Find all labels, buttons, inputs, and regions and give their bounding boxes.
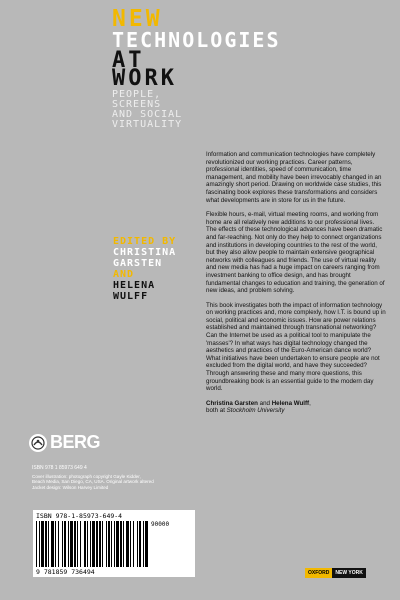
- editor1-first: CHRISTINA: [113, 247, 177, 258]
- affiliation-line: [206, 407, 386, 415]
- barcode-digits: 9 781859 736494: [36, 568, 95, 576]
- authors-and: and: [259, 399, 270, 407]
- publisher-credits: [32, 466, 202, 490]
- credit-line: Jacket design: Wilson Harvey Limited: [32, 484, 109, 490]
- editor2-first: HELENA: [113, 280, 156, 291]
- blurb-paragraph-3: This book investigates both the impact of information technology on working practices and, more complexly, how I.T. is bound up in social, political and economic issues. How are power relations established and maintained through transnational networking? Can the Internet be used as a political tool to manipulate the 'masses'? In what ways has digital technology changed the aesthetics and practices of the Euro-American dance world? What initiatives have been undertaken to ensure people are not excluded from the digital world, and have they succeeded? Through answering these and many more questions, this groundbreaking book is an essential guide to the modern day world.: [206, 301, 386, 393]
- affiliation-prefix: both at: [206, 407, 225, 415]
- isbn-text: ISBN 978 1 85973 649 4: [32, 465, 87, 471]
- title-line-work: WORK: [112, 66, 177, 91]
- editors-and: AND: [113, 269, 135, 280]
- editors-block: [113, 236, 176, 302]
- subtitle-line: VIRTUALITY: [112, 119, 183, 130]
- editor2-last: WULFF: [113, 291, 149, 302]
- imprint-badge: [305, 568, 366, 578]
- blurb-paragraph-2: Flexible hours, e-mail, virtual meeting rooms, and working from home are all relatively new additions to our professional lives. The effects of these technological advances have been dramatic and far-reaching. Not only do they help to connect organizations and institutions in developing countries to the rest of the world, but they also allow people to maintain extensive geographical networks with colleagues and friends. The use of virtual reality and new media has had a huge impact on careers ranging from investment banking to office design, and has brought fundamental changes to education and training, the generation of new ideas, and problem solving.: [206, 211, 385, 295]
- imprint-oxford: OXFORD: [305, 568, 332, 578]
- subtitle-line: AND SOCIAL: [112, 109, 183, 120]
- subtitle: [112, 90, 252, 130]
- author-1: Christina Garsten: [206, 399, 258, 407]
- affiliation-place: Stockholm University: [226, 407, 285, 415]
- credit-line: Beach Media, San Diego, CA, USA. Original artwork altered: [32, 479, 154, 485]
- imprint-new-york: NEW YORK: [332, 568, 365, 578]
- title-line-at: AT: [112, 48, 145, 73]
- berg-emblem-icon: [29, 434, 47, 452]
- author-2: Helena Wulff: [271, 399, 310, 407]
- publisher-name: BERG: [50, 432, 101, 452]
- barcode-price-code: 90000: [151, 521, 170, 528]
- subtitle-line: SCREENS: [112, 99, 162, 110]
- publisher-logo: [29, 432, 100, 453]
- barcode-panel: [33, 510, 195, 577]
- editor1-last: GARSTEN: [113, 258, 163, 269]
- blurb-paragraph-1: Information and communication technologies have completely revolutionized our working practices. Career patterns, professional identities, speed of communication, time management, and mobility have been irrevocably changed in an amazingly short period. Drawing on worldwide case studies, this fascinating book explores these transformations and considers what developments are in store for us in the future.: [206, 151, 382, 204]
- edited-by-label: EDITED BY: [113, 236, 177, 247]
- barcode-isbn: ISBN 978-1-85973-649-4: [36, 512, 123, 520]
- authors-line: Christina Garsten and Helena Wulff,: [206, 399, 311, 407]
- back-cover-blurb: [206, 151, 386, 422]
- barcode-bars: [36, 521, 148, 567]
- title-line-new: NEW: [112, 6, 163, 32]
- credit-line: Cover illustration: photograph copyright Gayle Kidder,: [32, 473, 141, 479]
- subtitle-line: PEOPLE,: [112, 89, 162, 100]
- title-line-technologies: TECHNOLOGIES: [112, 28, 281, 52]
